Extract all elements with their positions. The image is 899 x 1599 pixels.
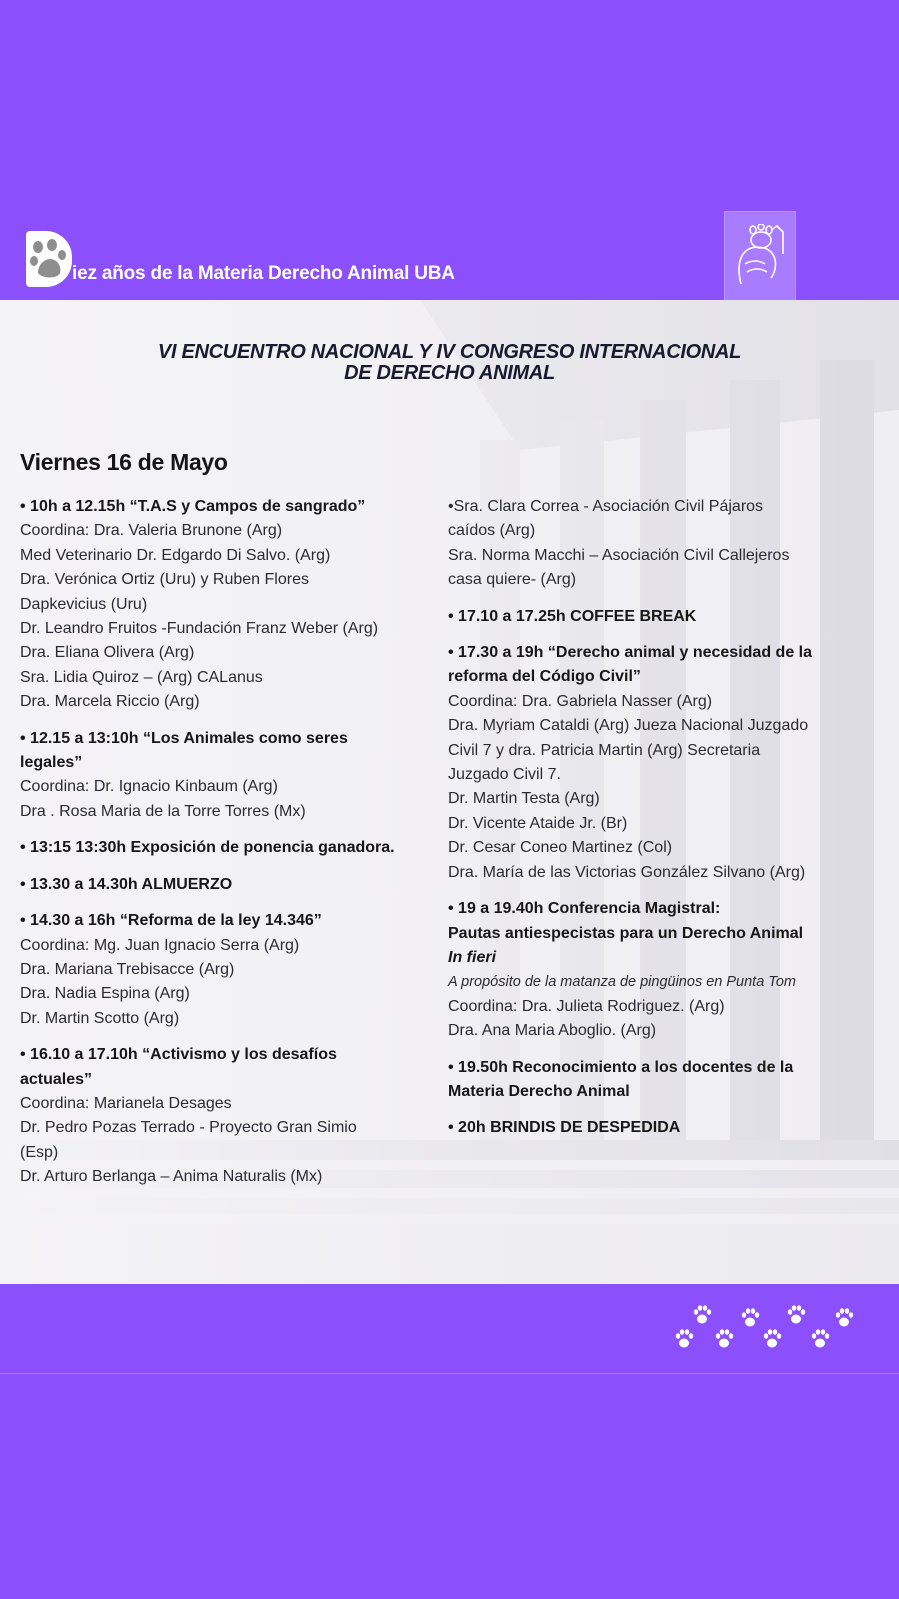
speaker-line: Coordina: Dra. Julieta Rodriguez. (Arg) [448, 997, 725, 1015]
dog-logo [26, 231, 72, 287]
paw-icon [742, 1308, 759, 1326]
speaker-line: Dr. Vicente Ataide Jr. (Br) [448, 814, 628, 832]
paw-icon [764, 1329, 781, 1347]
hand-paw-emblem [724, 211, 796, 301]
coffee-break [448, 605, 888, 629]
session-3 [20, 836, 450, 860]
right-schedule-column [448, 495, 888, 1153]
speaker-line: Dr. Martin Testa (Arg) [448, 790, 600, 808]
speaker-line: Dra . Rosa Maria de la Torre Torres (Mx) [20, 802, 306, 820]
teacher-recognition [448, 1056, 888, 1105]
session-title: • 13:15 13:30h Exposición de ponencia ganadora. [20, 839, 395, 857]
session-2 [20, 727, 450, 825]
paw-icon [788, 1305, 805, 1323]
speaker-line: Dra. Mariana Trebisacce (Arg) [20, 960, 235, 978]
session-title: Materia Derecho Animal [448, 1082, 630, 1100]
speaker-line: caídos (Arg) [448, 522, 536, 540]
header-title: iez años de la Materia Derecho Animal UBA [72, 263, 455, 284]
speaker-line: Dra. Verónica Ortiz (Uru) y Ruben Flores [20, 571, 309, 589]
speaker-line: Dapkevicius (Uru) [20, 595, 148, 613]
dog-paw-icon [28, 237, 68, 281]
session-title: In fieri [448, 948, 497, 966]
session-title: • 10h a 12.15h “T.A.S y Campos de sangrado” [20, 498, 366, 515]
keynote-conference [448, 897, 888, 1043]
session-title: • 16.10 a 17.10h “Activismo y los desafíos [20, 1046, 337, 1064]
session-6 [20, 1043, 450, 1189]
program-poster [0, 300, 899, 1284]
speaker-line: Coordina: Marianela Desages [20, 1094, 232, 1112]
farewell-toast [448, 1116, 888, 1140]
session-title: • 17.10 a 17.25h COFFEE BREAK [448, 607, 697, 625]
session-title: actuales” [20, 1070, 93, 1088]
speaker-line: Sra. Norma Macchi – Asociación Civil Callejeros [448, 546, 790, 564]
session-continued [448, 495, 888, 593]
day-title: Viernes 16 de Mayo [20, 449, 228, 475]
speaker-line: Sra. Lidia Quiroz – (Arg) CALanus [20, 668, 263, 686]
session-title: • 20h BRINDIS DE DESPEDIDA [448, 1119, 681, 1137]
hand-holding-paw-icon [731, 224, 789, 288]
session-5 [20, 909, 450, 1031]
session-title: • 14.30 a 16h “Reforma de la ley 14.346” [20, 912, 322, 930]
session-4 [20, 873, 450, 897]
paw-icon [836, 1308, 853, 1326]
speaker-line: Dr. Cesar Coneo Martinez (Col) [448, 839, 673, 857]
paw-icon [676, 1329, 693, 1347]
speaker-line: casa quiere- (Arg) [448, 571, 577, 589]
session-title: • 12.15 a 13:10h “Los Animales como seres [20, 729, 348, 747]
session-title: Pautas antiespecistas para un Derecho Animal [448, 924, 804, 942]
speaker-line: Juzgado Civil 7. [448, 766, 561, 784]
speaker-line: Med Veterinario Dr. Edgardo Di Salvo. (Arg) [20, 546, 331, 564]
session-title: • 19 a 19.40h Conferencia Magistral: [448, 900, 721, 918]
speaker-line: Dra. Eliana Olivera (Arg) [20, 644, 195, 662]
band-divider-line [0, 1373, 899, 1374]
speaker-line: Dr. Leandro Fruitos -Fundación Franz Weber (Arg) [20, 620, 379, 638]
paw-icon [694, 1305, 711, 1323]
speaker-line: •Sra. Clara Correa - Asociación Civil Pájaros [448, 498, 764, 515]
speaker-line: Civil 7 y dra. Patricia Martin (Arg) Secretaria [448, 741, 761, 759]
session-1 [20, 495, 450, 715]
headline-line-2: DE DERECHO ANIMAL [344, 362, 555, 384]
speaker-line: (Esp) [20, 1143, 59, 1161]
paw-icon [716, 1329, 733, 1347]
speaker-line: Dr. Martin Scotto (Arg) [20, 1009, 180, 1027]
event-headline [0, 342, 899, 384]
speaker-line: Dr. Arturo Berlanga – Anima Naturalis (Mx) [20, 1168, 323, 1186]
speaker-line: Dra. María de las Victorias González Silvano (Arg) [448, 863, 806, 881]
session-title: • 13.30 a 14.30h ALMUERZO [20, 875, 233, 893]
session-title: reforma del Código Civil” [448, 668, 641, 686]
session-title: legales” [20, 754, 83, 772]
speaker-line: Dra. Myriam Cataldi (Arg) Jueza Nacional Juzgado [448, 717, 809, 735]
speaker-line: Dra. Marcela Riccio (Arg) [20, 693, 200, 711]
speaker-line: Coordina: Dra. Valeria Brunone (Arg) [20, 522, 283, 540]
paw-icon [812, 1329, 829, 1347]
speaker-line: Dra. Nadia Espina (Arg) [20, 985, 190, 1003]
left-schedule-column [20, 495, 450, 1202]
speaker-line: Coordina: Dra. Gabriela Nasser (Arg) [448, 692, 713, 710]
speaker-line: Coordina: Mg. Juan Ignacio Serra (Arg) [20, 936, 300, 954]
session-subtitle: A propósito de la matanza de pingüinos en Punta Tom [448, 974, 796, 991]
speaker-line: Dra. Ana Maria Aboglio. (Arg) [448, 1022, 657, 1040]
session-civil-code [448, 641, 888, 885]
speaker-line: Coordina: Dr. Ignacio Kinbaum (Arg) [20, 778, 278, 796]
headline-line-1: VI ENCUENTRO NACIONAL Y IV CONGRESO INTERNACIONAL [157, 341, 742, 363]
session-title: • 19.50h Reconocimiento a los docentes de la [448, 1058, 794, 1076]
session-title: • 17.30 a 19h “Derecho animal y necesidad de la [448, 644, 812, 662]
paw-prints-decoration [674, 1302, 874, 1362]
speaker-line: Dr. Pedro Pozas Terrado - Proyecto Gran Simio [20, 1119, 357, 1137]
